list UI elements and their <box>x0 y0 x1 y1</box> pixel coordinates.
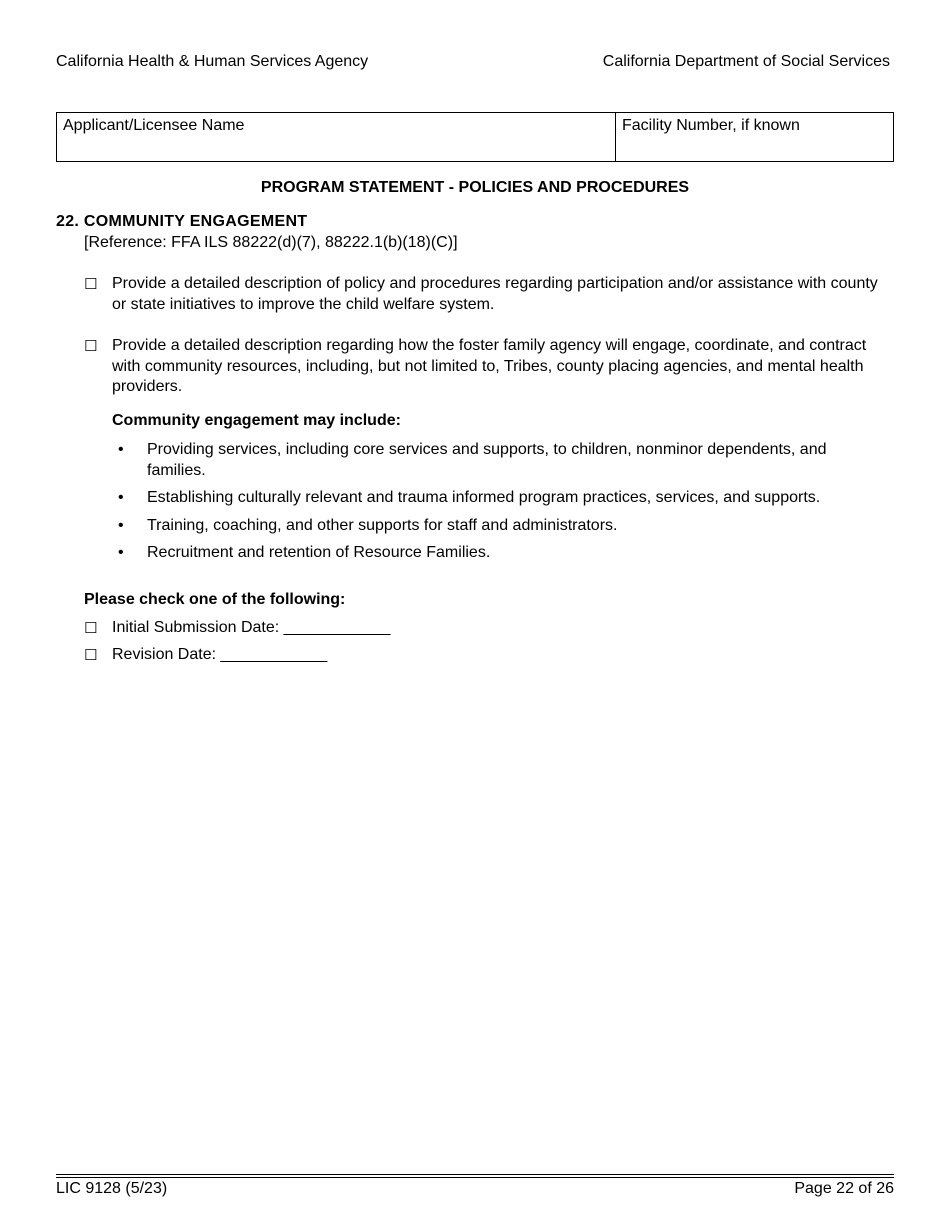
checklist-item-text: Provide a detailed description of policy and procedures regarding participation and/or assistance with county or state initiatives to improve the child welfare system. <box>112 275 878 313</box>
department-name: California Department of Social Services <box>602 53 890 70</box>
bullet-icon: • <box>118 489 124 506</box>
list-item-text: Providing services, including core services and supports, to children, nonminor dependents, and families. <box>147 441 827 479</box>
initial-submission-label: Initial Submission Date: ____________ <box>112 619 391 636</box>
community-engagement-subheading: Community engagement may include: <box>112 412 401 429</box>
checkbox-icon[interactable]: ☐ <box>84 619 98 637</box>
list-item <box>112 516 882 537</box>
checklist-item <box>84 336 884 398</box>
list-item-text: Recruitment and retention of Resource Families. <box>147 544 491 561</box>
checkbox-icon[interactable]: ☐ <box>84 337 98 355</box>
list-item <box>112 543 882 564</box>
submission-type-heading: Please check one of the following: <box>84 591 346 608</box>
footer-divider <box>56 1174 894 1175</box>
checkbox-icon[interactable]: ☐ <box>84 275 98 293</box>
checklist-item-text: Provide a detailed description regarding how the foster family agency will engage, coordinate, and contract with community resources, including, but not limited to, Tribes, county placing agencies, and mental health providers. <box>112 337 867 395</box>
bullet-icon: • <box>118 516 124 534</box>
applicant-info-box <box>56 112 894 162</box>
initial-submission-option <box>84 619 390 637</box>
engagement-bullet-list <box>112 440 882 571</box>
page-number: Page 22 of 26 <box>794 1180 894 1197</box>
list-item <box>112 440 882 481</box>
agency-name: California Health & Human Services Agency <box>56 53 369 70</box>
checklist-item <box>84 274 884 315</box>
revision-date-label: Revision Date: ____________ <box>112 646 328 663</box>
facility-number-field[interactable] <box>616 113 893 161</box>
form-id: LIC 9128 (5/23) <box>56 1180 168 1197</box>
list-item <box>112 488 882 509</box>
section-reference: [Reference: FFA ILS 88222(d)(7), 88222.1(b)(18)(C)] <box>84 234 458 251</box>
checkbox-icon[interactable]: ☐ <box>84 646 98 664</box>
revision-option <box>84 646 327 664</box>
list-item-text: Establishing culturally relevant and trauma informed program practices, services, and supports. <box>147 489 821 506</box>
bullet-icon: • <box>118 441 124 458</box>
bullet-icon: • <box>118 544 124 561</box>
facility-number-label: Facility Number, if known <box>622 117 800 134</box>
applicant-name-field[interactable] <box>57 113 616 161</box>
page-title: PROGRAM STATEMENT - POLICIES AND PROCEDURES <box>260 179 690 196</box>
section-heading: 22. COMMUNITY ENGAGEMENT <box>56 213 308 230</box>
applicant-name-label: Applicant/Licensee Name <box>63 117 245 134</box>
footer-divider <box>56 1177 894 1178</box>
list-item-text: Training, coaching, and other supports for staff and administrators. <box>147 516 618 534</box>
